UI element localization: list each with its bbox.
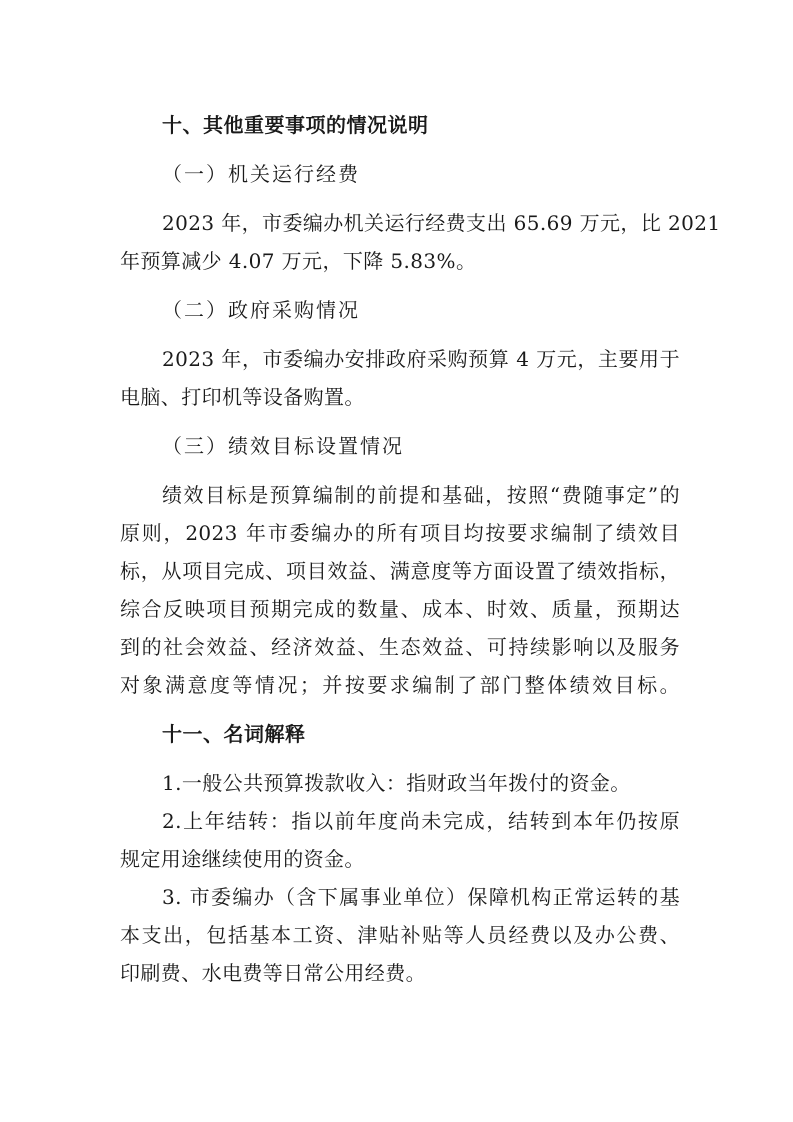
paragraph-line: 原则，2023 年市委编办的所有项目均按要求编制了绩效目 bbox=[120, 521, 680, 545]
section-10-heading: 十、其他重要事项的情况说明 bbox=[162, 113, 429, 137]
definition-item: 印刷费、水电费等日常公用经费。 bbox=[120, 961, 426, 985]
definition-item: 2.上年结转：指以前年度尚未完成，结转到本年仍按原 bbox=[162, 809, 680, 833]
paragraph-line: 2023 年，市委编办安排政府采购预算 4 万元，主要用于 bbox=[162, 347, 680, 371]
subsection-1-title: （一）机关运行经费 bbox=[162, 162, 360, 186]
paragraph-line: 2023 年，市委编办机关运行经费支出 65.69 万元，比 2021 bbox=[162, 211, 721, 235]
paragraph-line: 综合反映项目预期完成的数量、成本、时效、质量，预期达 bbox=[120, 597, 680, 621]
paragraph-line: 标，从项目完成、项目效益、满意度等方面设置了绩效指标， bbox=[120, 559, 680, 583]
definition-item: 规定用途继续使用的资金。 bbox=[120, 847, 365, 871]
definition-item: 3. 市委编办（含下属事业单位）保障机构正常运转的基 bbox=[162, 885, 680, 909]
paragraph-line: 到的社会效益、经济效益、生态效益、可持续影响以及服务 bbox=[120, 635, 680, 659]
subsection-3-title: （三）绩效目标设置情况 bbox=[162, 434, 404, 458]
definition-item: 1.一般公共预算拨款收入：指财政当年拨付的资金。 bbox=[162, 771, 631, 795]
subsection-2-title: （二）政府采购情况 bbox=[162, 298, 360, 322]
paragraph-line: 电脑、打印机等设备购置。 bbox=[120, 385, 365, 409]
section-11-heading: 十一、名词解释 bbox=[162, 722, 306, 746]
paragraph-line: 年预算减少 4.07 万元，下降 5.83%。 bbox=[120, 249, 477, 273]
paragraph-line: 对象满意度等情况；并按要求编制了部门整体绩效目标。 bbox=[120, 673, 680, 697]
paragraph-line: 绩效目标是预算编制的前提和基础，按照“费随事定”的 bbox=[162, 483, 680, 507]
definition-item: 本支出，包括基本工资、津贴补贴等人员经费以及办公费、 bbox=[120, 923, 680, 947]
